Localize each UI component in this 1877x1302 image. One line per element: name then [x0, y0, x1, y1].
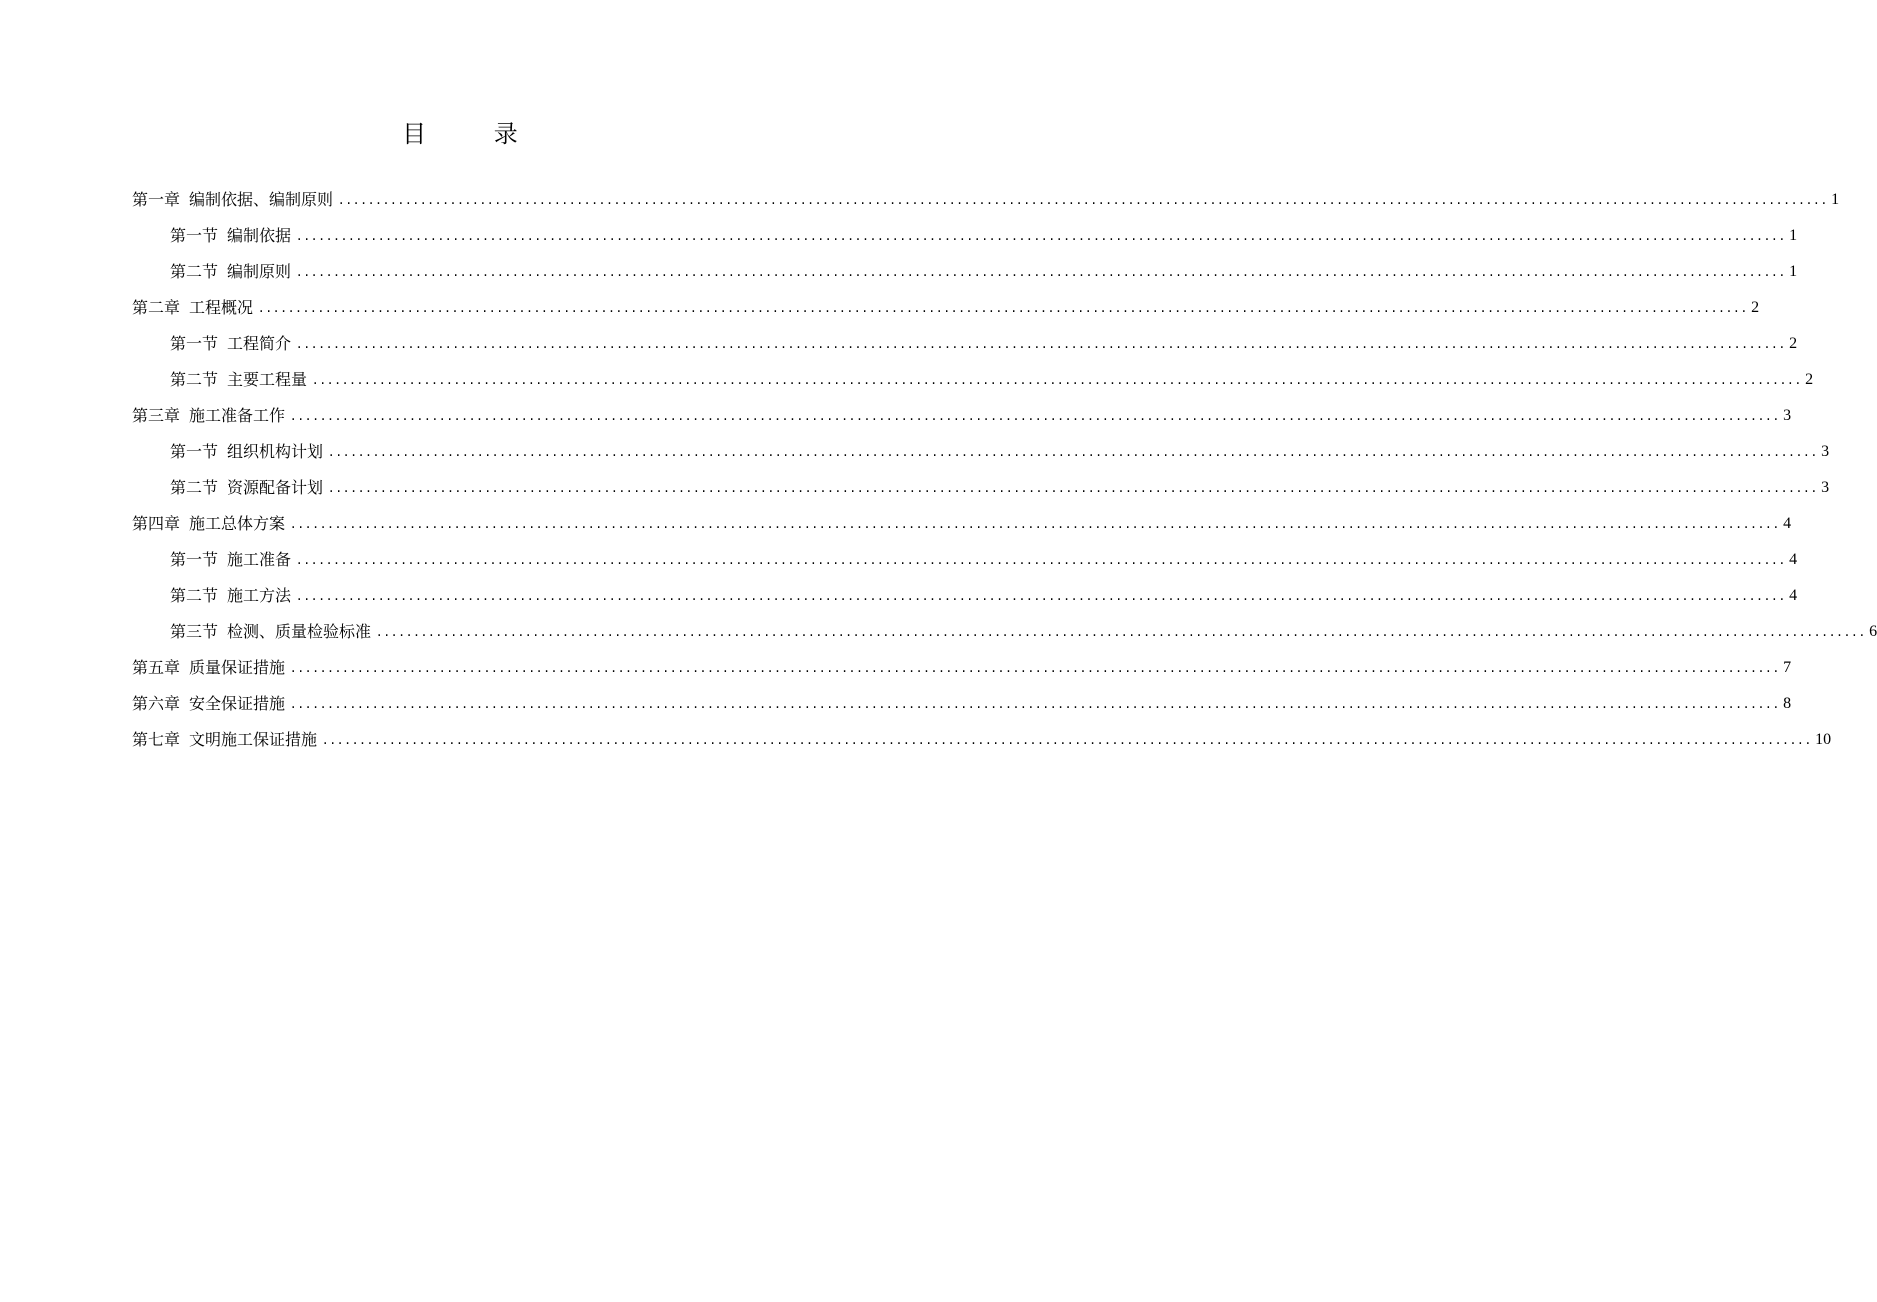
- toc-entry-number: 第一节: [170, 442, 219, 461]
- toc-entry-title: 工程简介: [227, 334, 292, 353]
- toc-entry-title: 编制依据: [227, 226, 292, 245]
- toc-page-number: 4: [1789, 587, 1798, 604]
- toc-page-number: 1: [1789, 227, 1798, 244]
- toc-entry-title: 资源配备计划: [227, 478, 324, 497]
- toc-entry-title: 组织机构计划: [227, 442, 324, 461]
- toc-chapter-entry[interactable]: [132, 722, 1832, 758]
- toc-entry-title: 文明施工保证措施: [189, 730, 318, 749]
- toc-dot-leader: ........................................................................................................................................................................................................: [329, 480, 1820, 496]
- toc-dot-leader: ........................................................................................................................................................................................................: [291, 660, 1782, 676]
- toc-entry-number: 第三章: [132, 406, 181, 425]
- toc-entry-title: 检测、质量检验标准: [227, 622, 372, 641]
- toc-entry-title: 施工准备: [227, 550, 292, 569]
- toc-page-number: 3: [1821, 443, 1830, 460]
- toc-entry-number: 第六章: [132, 694, 181, 713]
- toc-entry-title: 工程概况: [189, 298, 254, 317]
- toc-section-entry[interactable]: [132, 254, 1798, 290]
- toc-dot-leader: ........................................................................................................................................................................................................: [297, 336, 1788, 352]
- toc-page-number: 2: [1789, 335, 1798, 352]
- toc-chapter-entry[interactable]: [132, 650, 1792, 686]
- toc-entry-number: 第五章: [132, 658, 181, 677]
- toc-dot-leader: ........................................................................................................................................................................................................: [297, 552, 1788, 568]
- toc-section-entry[interactable]: [132, 578, 1798, 614]
- toc-entry-number: 第三节: [170, 622, 219, 641]
- toc-entry-number: 第二节: [170, 586, 219, 605]
- toc-entry-number: 第二节: [170, 478, 219, 497]
- toc-section-entry[interactable]: [132, 434, 1830, 470]
- toc-entry-number: 第二节: [170, 262, 219, 281]
- toc-page-number: 3: [1783, 407, 1792, 424]
- toc-page-number: 4: [1783, 515, 1792, 532]
- toc-chapter-entry[interactable]: [132, 506, 1792, 542]
- toc-page-number: 1: [1831, 191, 1840, 208]
- toc-page-number: 3: [1821, 479, 1830, 496]
- toc-section-entry[interactable]: [132, 326, 1798, 362]
- toc-entry-title: 编制依据、编制原则: [189, 190, 334, 209]
- toc-section-entry[interactable]: [132, 542, 1798, 578]
- toc-entry-title: 安全保证措施: [189, 694, 286, 713]
- page-title: 目 录: [402, 120, 548, 148]
- toc-page-number: 2: [1805, 371, 1814, 388]
- toc-dot-leader: ........................................................................................................................................................................................................: [377, 624, 1868, 640]
- toc-chapter-entry[interactable]: [132, 398, 1792, 434]
- toc-chapter-entry[interactable]: [132, 686, 1792, 722]
- toc-dot-leader: ........................................................................................................................................................................................................: [339, 192, 1830, 208]
- toc-page-number: 10: [1815, 731, 1832, 748]
- toc-entry-title: 施工总体方案: [189, 514, 286, 533]
- toc-entry-number: 第四章: [132, 514, 181, 533]
- toc-section-entry[interactable]: [132, 614, 1877, 650]
- toc-entry-title: 施工方法: [227, 586, 292, 605]
- toc-dot-leader: ........................................................................................................................................................................................................: [291, 408, 1782, 424]
- toc-entry-number: 第一节: [170, 334, 219, 353]
- toc-page-number: 2: [1751, 299, 1760, 316]
- toc-entry-title: 编制原则: [227, 262, 292, 281]
- toc-page-number: 1: [1789, 263, 1798, 280]
- toc-dot-leader: ........................................................................................................................................................................................................: [291, 516, 1782, 532]
- toc-dot-leader: ........................................................................................................................................................................................................: [313, 372, 1804, 388]
- toc-page-number: 7: [1783, 659, 1792, 676]
- toc-dot-leader: ........................................................................................................................................................................................................: [329, 444, 1820, 460]
- toc-entry-number: 第二节: [170, 370, 219, 389]
- toc-dot-leader: ........................................................................................................................................................................................................: [297, 588, 1788, 604]
- toc-entry-number: 第一节: [170, 550, 219, 569]
- toc-dot-leader: ........................................................................................................................................................................................................: [291, 696, 1782, 712]
- toc-chapter-entry[interactable]: [132, 290, 1760, 326]
- toc-dot-leader: ........................................................................................................................................................................................................: [297, 264, 1788, 280]
- toc-dot-leader: ........................................................................................................................................................................................................: [259, 300, 1750, 316]
- toc-entry-title: 施工准备工作: [189, 406, 286, 425]
- toc-entry-number: 第一节: [170, 226, 219, 245]
- toc-section-entry[interactable]: [132, 470, 1830, 506]
- table-of-contents: [132, 182, 1877, 758]
- toc-page-number: 4: [1789, 551, 1798, 568]
- toc-dot-leader: ........................................................................................................................................................................................................: [297, 228, 1788, 244]
- toc-entry-title: 主要工程量: [227, 370, 308, 389]
- toc-page-number: 6: [1869, 623, 1877, 640]
- toc-chapter-entry[interactable]: [132, 182, 1840, 218]
- toc-entry-title: 质量保证措施: [189, 658, 286, 677]
- toc-page-number: 8: [1783, 695, 1792, 712]
- toc-dot-leader: ........................................................................................................................................................................................................: [323, 732, 1814, 748]
- toc-entry-number: 第一章: [132, 190, 181, 209]
- toc-section-entry[interactable]: [132, 218, 1798, 254]
- toc-entry-number: 第二章: [132, 298, 181, 317]
- toc-entry-number: 第七章: [132, 730, 181, 749]
- toc-section-entry[interactable]: [132, 362, 1814, 398]
